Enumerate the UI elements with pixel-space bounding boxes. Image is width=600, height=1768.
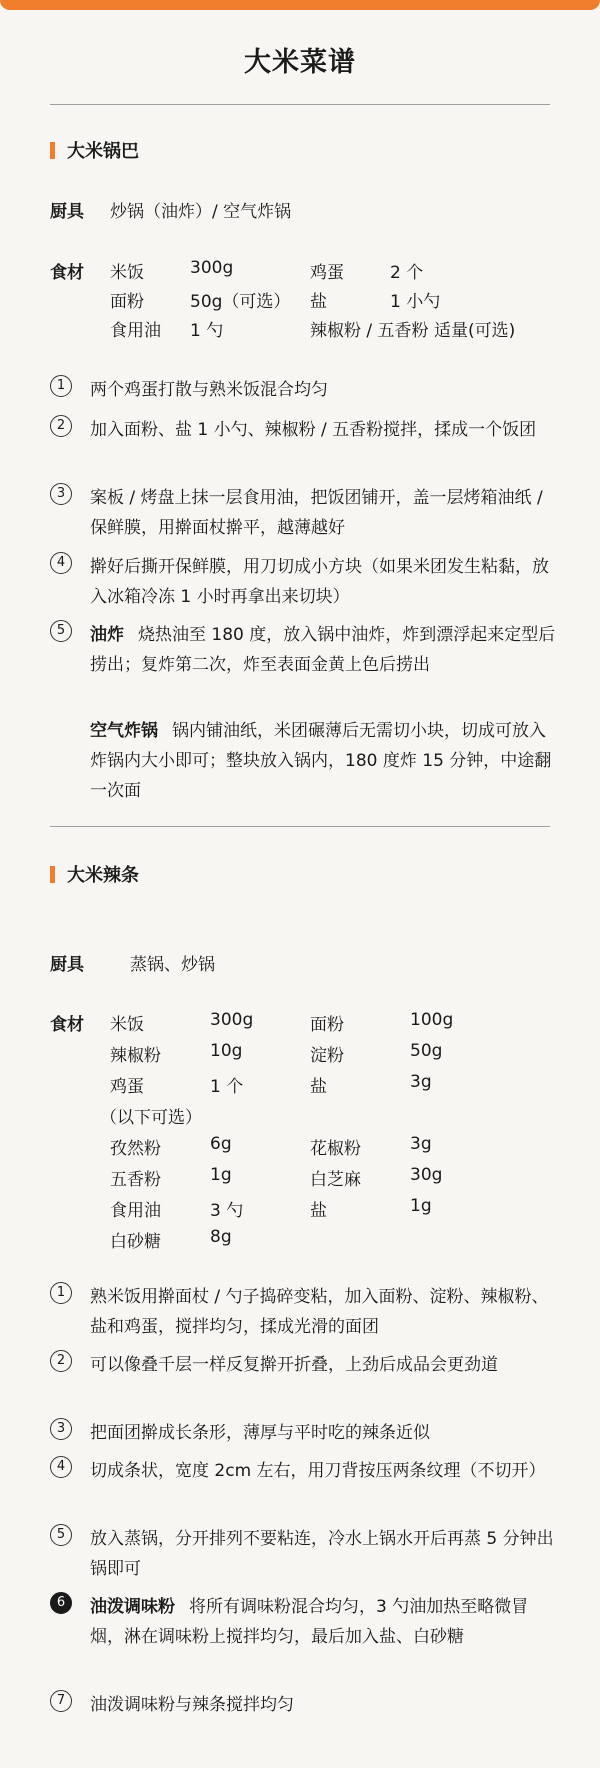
ingredient-name: 辣椒粉 / 五香粉 适量(可选) bbox=[310, 321, 516, 341]
tools-value: 蒸锅、炒锅 bbox=[130, 955, 215, 975]
step-item bbox=[50, 552, 560, 612]
ingredient-name: 白芝麻 bbox=[310, 1170, 361, 1190]
optional-note: （以下可选） bbox=[100, 1108, 202, 1128]
step-item bbox=[50, 1592, 560, 1652]
step-item bbox=[50, 1418, 560, 1448]
ingredient-amount: 3 勺 bbox=[210, 1201, 244, 1221]
step-number: 1 bbox=[50, 375, 72, 397]
tools-value: 炒锅（油炸）/ 空气炸锅 bbox=[110, 202, 292, 222]
ingredient-amount: 50g（可选） bbox=[190, 292, 291, 312]
step-number: 5 bbox=[50, 1524, 72, 1546]
ingredient-name: 食用油 bbox=[110, 321, 161, 341]
step-number: 2 bbox=[50, 1350, 72, 1372]
step-item bbox=[50, 415, 560, 445]
top-accent-bar bbox=[0, 0, 600, 10]
ingredient-name: 辣椒粉 bbox=[110, 1046, 161, 1066]
step-number: 2 bbox=[50, 415, 72, 437]
step-text: 熟米饭用擀面杖 / 勺子捣碎变粘，加入面粉、淀粉、辣椒粉、盐和鸡蛋，搅拌均匀，揉成光滑的面团 bbox=[90, 1287, 549, 1337]
ingredient-name: 面粉 bbox=[110, 292, 144, 312]
step-highlight: 油泼调味粉 bbox=[90, 1597, 175, 1617]
ingredient-amount: 2 个 bbox=[390, 263, 424, 283]
step-text: 烧热油至 180 度，放入锅中油炸，炸到漂浮起来定型后捞出；复炸第二次，炸至表面金黄上色后捞出 bbox=[90, 625, 556, 675]
recipe-heading-latiao bbox=[50, 861, 139, 887]
ingredient-amount: 1 个 bbox=[210, 1077, 244, 1097]
ingredient-amount: 6g bbox=[210, 1134, 232, 1154]
step-item bbox=[50, 620, 560, 680]
step-extra bbox=[50, 716, 560, 806]
step-text: 两个鸡蛋打散与熟米饭混合均匀 bbox=[90, 380, 328, 400]
ingredient-amount: 10g bbox=[210, 1041, 243, 1061]
ingredient-name: 淀粉 bbox=[310, 1046, 344, 1066]
step-item bbox=[50, 1282, 560, 1342]
ingredient-amount: 300g bbox=[190, 258, 234, 278]
step-text: 放入蒸锅，分开排列不要粘连，冷水上锅水开后再蒸 5 分钟出锅即可 bbox=[90, 1529, 554, 1579]
step-item bbox=[50, 483, 560, 543]
ingredient-amount: 1 勺 bbox=[190, 321, 224, 341]
tools-label: 厨具 bbox=[50, 202, 84, 222]
ingredient-name: 花椒粉 bbox=[310, 1139, 361, 1159]
ingredient-name: 孜然粉 bbox=[110, 1139, 161, 1159]
step-item bbox=[50, 1524, 560, 1584]
step-item bbox=[50, 375, 560, 405]
tools-label: 厨具 bbox=[50, 955, 84, 975]
recipe-heading-guoba bbox=[50, 137, 139, 163]
ingredients-label: 食材 bbox=[50, 263, 84, 283]
ingredient-amount: 3g bbox=[410, 1134, 432, 1154]
step-text: 油泼调味粉与辣条搅拌均匀 bbox=[90, 1695, 294, 1715]
divider bbox=[50, 104, 550, 105]
step-number: 1 bbox=[50, 1282, 72, 1304]
ingredient-name: 米饭 bbox=[110, 1015, 144, 1035]
recipe-title: 大米锅巴 bbox=[67, 141, 139, 162]
ingredient-name: 五香粉 bbox=[110, 1170, 161, 1190]
ingredient-name: 白砂糖 bbox=[110, 1232, 161, 1252]
step-number: 5 bbox=[50, 620, 72, 642]
ingredient-amount: 1g bbox=[410, 1196, 432, 1216]
step-text: 擀好后撕开保鲜膜，用刀切成小方块（如果米团发生粘黏，放入冰箱冷冻 1 小时再拿出来切块） bbox=[90, 557, 549, 607]
step-text: 将所有调味粉混合均匀，3 勺油加热至略微冒烟，淋在调味粉上搅拌均匀，最后加入盐、白砂糖 bbox=[90, 1597, 529, 1647]
ingredient-name: 鸡蛋 bbox=[310, 263, 344, 283]
ingredient-amount: 8g bbox=[210, 1227, 232, 1247]
step-item bbox=[50, 1690, 560, 1720]
step-highlight: 空气炸锅 bbox=[90, 721, 158, 741]
ingredient-amount: 30g bbox=[410, 1165, 443, 1185]
divider bbox=[50, 826, 550, 827]
ingredient-name: 盐 bbox=[310, 292, 327, 312]
ingredient-name: 盐 bbox=[310, 1201, 327, 1221]
ingredient-name: 食用油 bbox=[110, 1201, 161, 1221]
step-number: 4 bbox=[50, 1456, 72, 1478]
ingredient-name: 米饭 bbox=[110, 263, 144, 283]
ingredient-amount: 1 小勺 bbox=[390, 292, 441, 312]
step-number: 4 bbox=[50, 552, 72, 574]
ingredients-label: 食材 bbox=[50, 1015, 84, 1035]
step-item bbox=[50, 1350, 560, 1380]
ingredient-name: 面粉 bbox=[310, 1015, 344, 1035]
ingredient-amount: 3g bbox=[410, 1072, 432, 1092]
recipe-title: 大米辣条 bbox=[67, 865, 139, 886]
ingredient-amount: 1g bbox=[210, 1165, 232, 1185]
ingredient-name: 盐 bbox=[310, 1077, 327, 1097]
step-number: 6 bbox=[50, 1592, 72, 1614]
ingredient-name: 鸡蛋 bbox=[110, 1077, 144, 1097]
step-text: 把面团擀成长条形，薄厚与平时吃的辣条近似 bbox=[90, 1423, 430, 1443]
heading-marker bbox=[50, 142, 55, 159]
step-number: 7 bbox=[50, 1690, 72, 1712]
step-number: 3 bbox=[50, 483, 72, 505]
step-text: 锅内铺油纸，米团碾薄后无需切小块，切成可放入炸锅内大小即可；整块放入锅内，180 度炸 15 分钟，中途翻一次面 bbox=[90, 721, 552, 801]
page-title: 大米菜谱 bbox=[244, 47, 356, 78]
step-text: 可以像叠千层一样反复擀开折叠，上劲后成品会更劲道 bbox=[90, 1355, 498, 1375]
step-number: 3 bbox=[50, 1418, 72, 1440]
step-text: 切成条状，宽度 2cm 左右，用刀背按压两条纹理（不切开） bbox=[90, 1461, 546, 1481]
ingredient-amount: 300g bbox=[210, 1010, 254, 1030]
ingredient-amount: 100g bbox=[410, 1010, 454, 1030]
ingredient-amount: 50g bbox=[410, 1041, 443, 1061]
heading-marker bbox=[50, 866, 55, 883]
step-text: 案板 / 烤盘上抹一层食用油，把饭团铺开，盖一层烤箱油纸 / 保鲜膜，用擀面杖擀平，越薄越好 bbox=[90, 488, 543, 538]
step-text: 加入面粉、盐 1 小勺、辣椒粉 / 五香粉搅拌，揉成一个饭团 bbox=[90, 420, 537, 440]
step-highlight: 油炸 bbox=[90, 625, 124, 645]
step-item bbox=[50, 1456, 560, 1486]
